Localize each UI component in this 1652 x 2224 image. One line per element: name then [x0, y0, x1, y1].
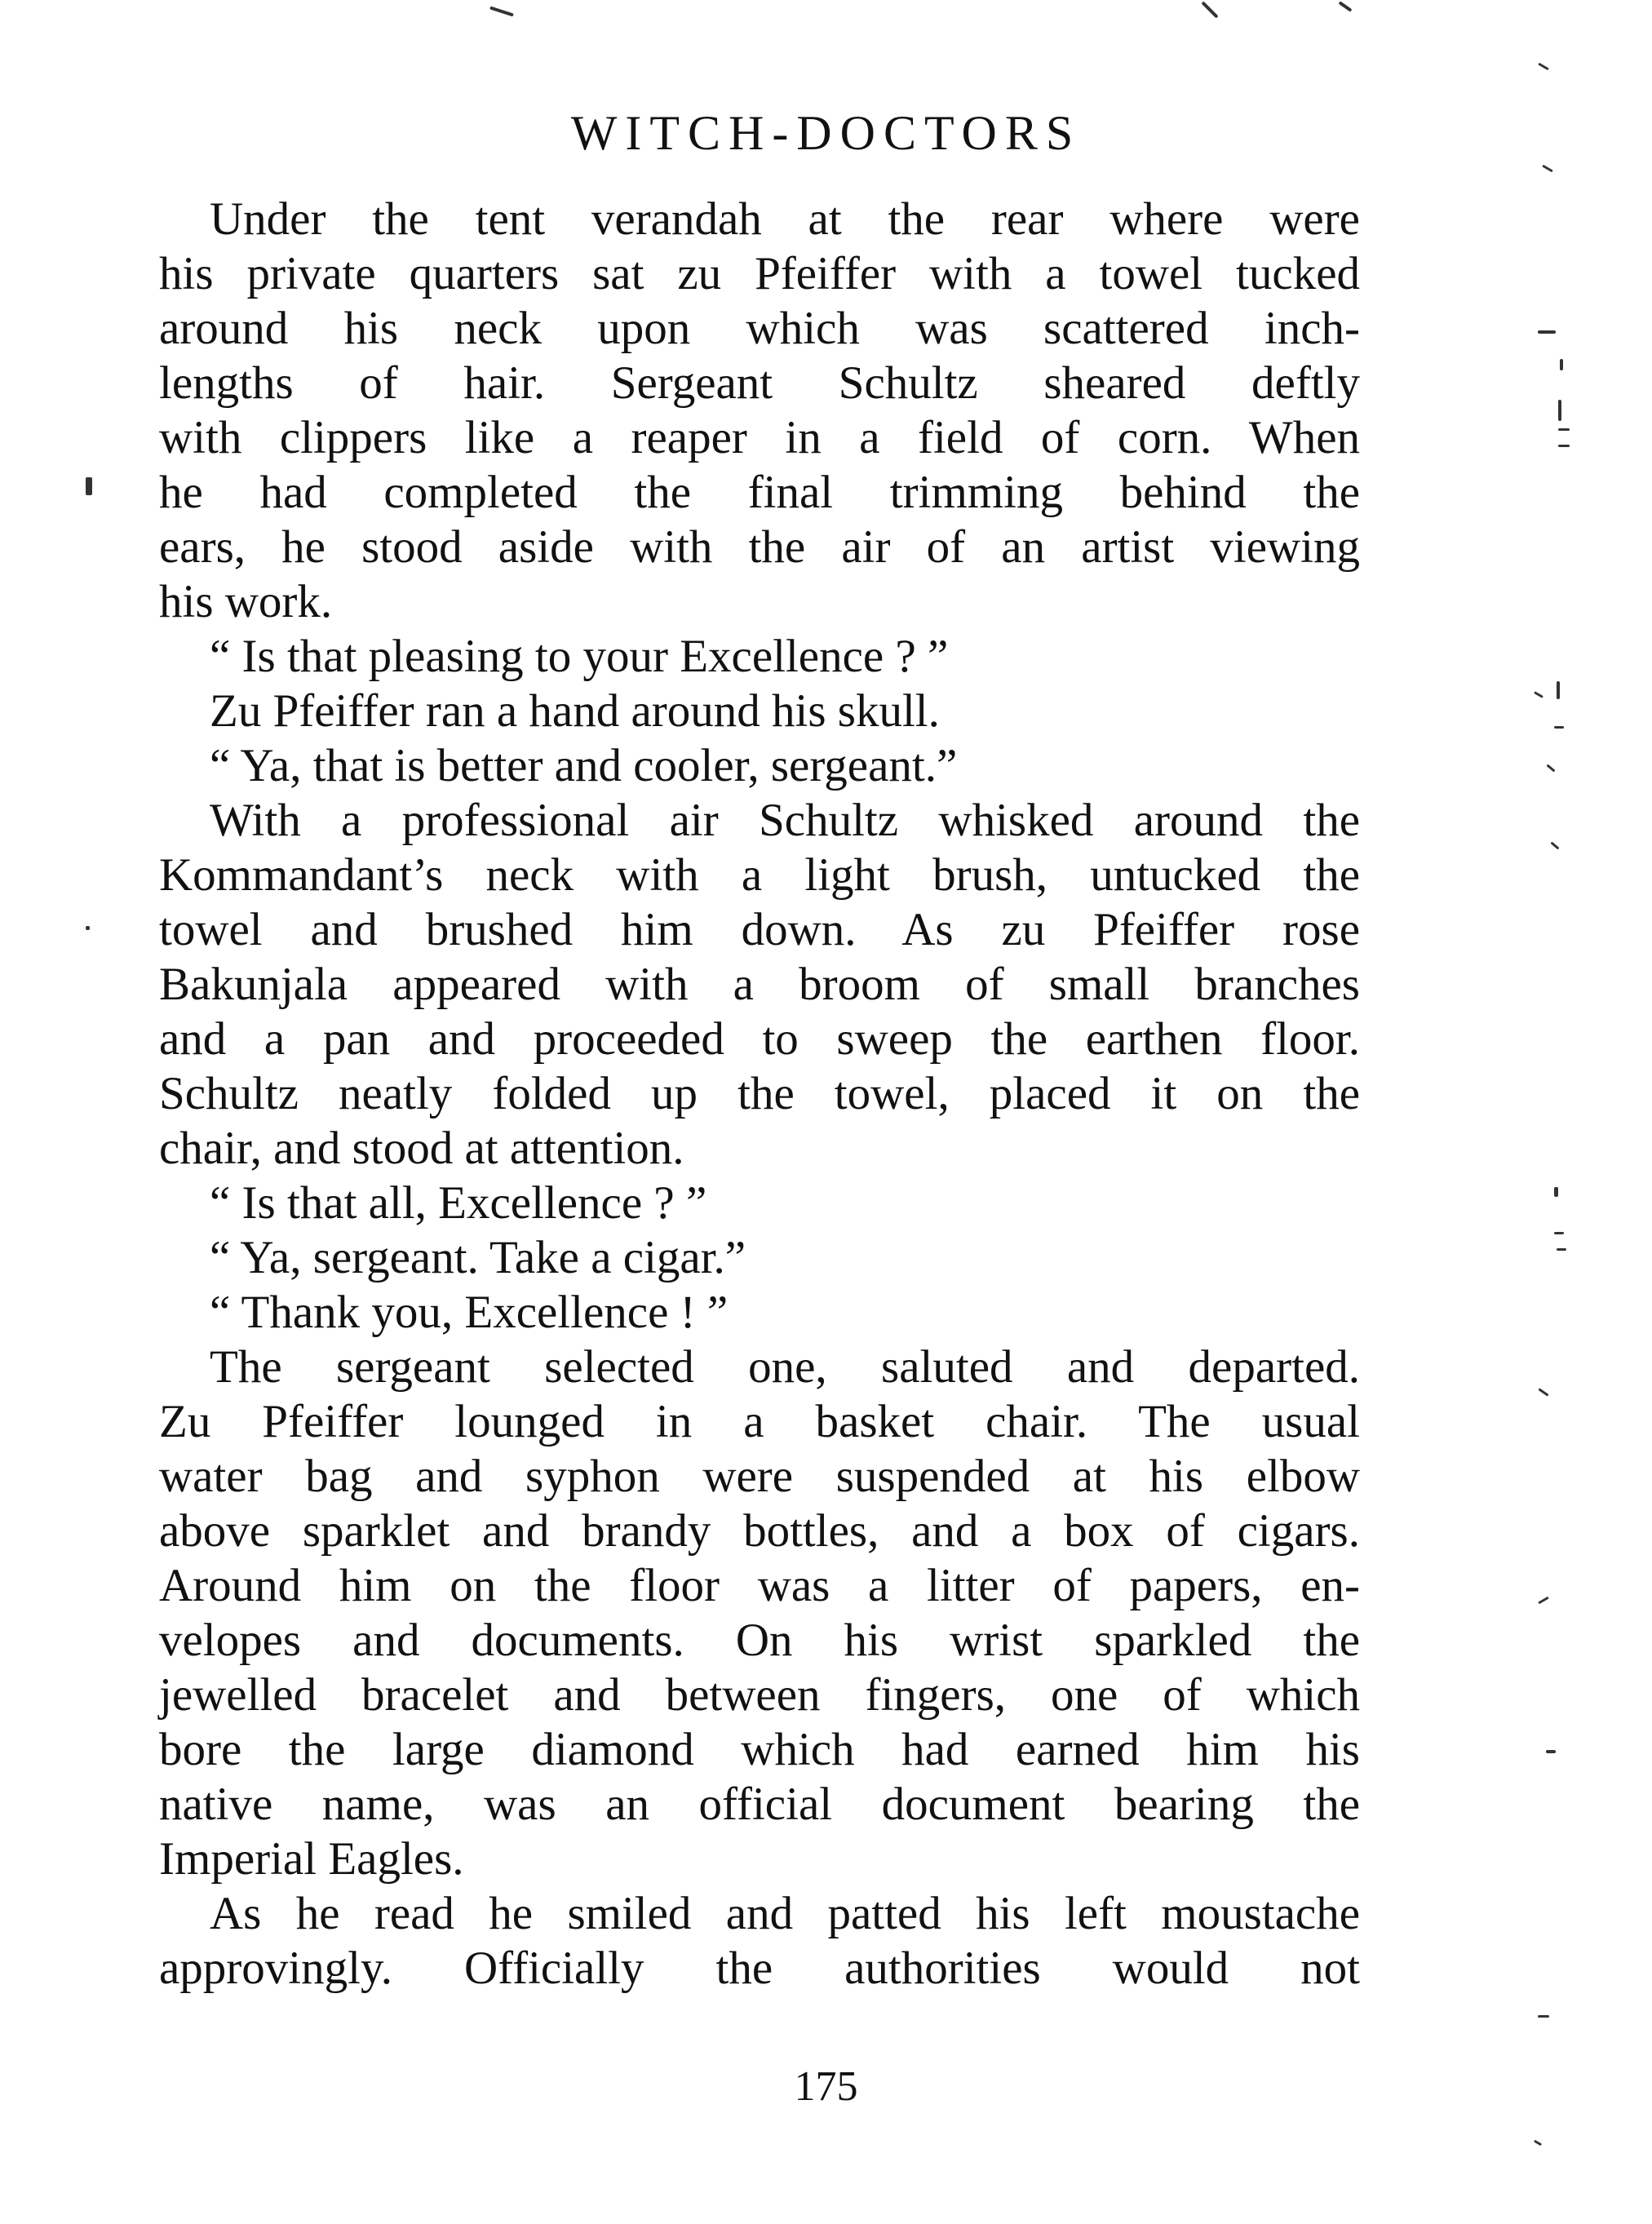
text-line: bore the large diamond which had earned him his [159, 1724, 1360, 1775]
text-line: As he read he smiled and patted his left moustache [210, 1888, 1360, 1939]
page-number: 175 [794, 2063, 858, 2110]
text-line: his work. [159, 576, 333, 627]
text-line: Kommandant’s neck with a light brush, untucked the [159, 849, 1360, 901]
text-line: with clippers like a reaper in a field of corn. When [159, 412, 1360, 463]
text-line: above sparklet and brandy bottles, and a box of cigars. [159, 1505, 1360, 1557]
text-line: water bag and syphon were suspended at his elbow [159, 1451, 1360, 1502]
text-line: and a pan and proceeded to sweep the earthen floor. [159, 1013, 1360, 1065]
text-line: “ Is that pleasing to your Excellence ? ” [210, 631, 949, 682]
text-line: Bakunjala appeared with a broom of small branches [159, 959, 1360, 1010]
text-line: “ Ya, that is better and cooler, sergeant.” [210, 740, 958, 791]
text-line: towel and brushed him down. As zu Pfeiffer rose [159, 904, 1360, 955]
text-line: around his neck upon which was scattered inch- [159, 303, 1360, 354]
text-line: The sergeant selected one, saluted and departed. [210, 1341, 1360, 1393]
text-line: jewelled bracelet and between fingers, one of which [159, 1669, 1360, 1721]
text-line: “ Thank you, Excellence ! ” [210, 1287, 729, 1338]
text-line: lengths of hair. Sergeant Schultz sheared deftly [159, 357, 1360, 409]
text-line: velopes and documents. On his wrist sparkled the [159, 1615, 1360, 1666]
text-line: “ Ya, sergeant. Take a cigar.” [210, 1232, 746, 1283]
text-line: chair, and stood at attention. [159, 1123, 684, 1174]
text-line: he had completed the final trimming behind the [159, 467, 1360, 518]
text-line: “ Is that all, Excellence ? ” [210, 1177, 707, 1229]
text-line: Under the tent verandah at the rear where were [210, 193, 1360, 245]
running-head: WITCH-DOCTORS [570, 106, 1082, 160]
text-line: Zu Pfeiffer ran a hand around his skull. [210, 685, 940, 737]
text-line: native name, was an official document bearing the [159, 1779, 1360, 1830]
text-line: With a professional air Schultz whisked around the [210, 795, 1360, 846]
text-line: his private quarters sat zu Pfeiffer with a towel tucked [159, 248, 1360, 299]
text-line: Schultz neatly folded up the towel, placed it on the [159, 1068, 1360, 1119]
body-text [159, 192, 1360, 1996]
text-line: Imperial Eagles. [159, 1833, 464, 1885]
text-line: Zu Pfeiffer lounged in a basket chair. The usual [159, 1396, 1360, 1447]
text-line: ears, he stood aside with the air of an artist viewing [159, 521, 1360, 573]
text-line: Around him on the floor was a litter of papers, en- [159, 1560, 1360, 1611]
text-line: approvingly. Officially the authorities would not [159, 1943, 1360, 1994]
